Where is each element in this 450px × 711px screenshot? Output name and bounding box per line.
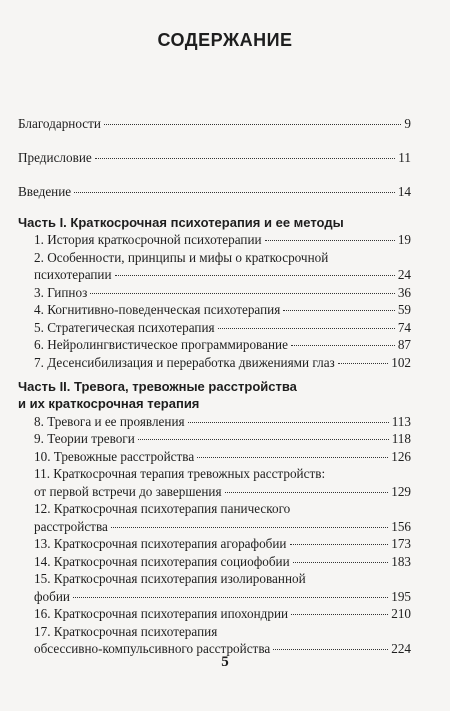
entry-title: 9. Теории тревоги xyxy=(34,431,135,446)
toc-entry xyxy=(34,605,411,622)
dot-leader xyxy=(265,239,395,241)
part-heading: и их краткосрочная терапия xyxy=(18,396,200,411)
entry-title: 7. Десенсибилизация и переработка движениями глаз xyxy=(34,355,335,370)
dot-leader xyxy=(283,309,395,311)
dot-leader xyxy=(218,327,395,329)
entry-title: обсессивно-компульсивного расстройства xyxy=(34,641,271,656)
toc-entry xyxy=(34,430,411,447)
entry-page: 74 xyxy=(397,320,411,335)
toc-entry xyxy=(34,301,411,318)
entry-title: от первой встречи до завершения xyxy=(34,484,222,499)
entry-page: 224 xyxy=(391,641,411,656)
entry-page: 11 xyxy=(398,150,411,165)
entry-page: 126 xyxy=(391,449,411,464)
toc-entry xyxy=(34,319,411,336)
dot-leader xyxy=(273,648,388,650)
toc-entry xyxy=(34,588,411,605)
toc-entry xyxy=(34,518,411,535)
entry-title: Предисловие xyxy=(18,150,92,165)
entry-title: Благодарности xyxy=(18,116,101,131)
dot-leader xyxy=(104,123,401,125)
toc-entry xyxy=(34,266,411,283)
dot-leader xyxy=(74,191,395,193)
entry-title-line: 2. Особенности, принципы и мифы о краткосрочной xyxy=(34,250,329,265)
entry-page: 210 xyxy=(391,606,411,621)
toc-entry xyxy=(34,483,411,500)
toc-entry xyxy=(34,354,411,371)
toc-entry xyxy=(18,183,411,200)
entry-title: 10. Тревожные расстройства xyxy=(34,449,195,464)
entry-title: фобии xyxy=(34,589,70,604)
dot-leader xyxy=(95,157,396,159)
toc-entry xyxy=(34,284,411,301)
entry-page: 173 xyxy=(391,536,411,551)
entry-page: 19 xyxy=(397,232,411,247)
toc-entry xyxy=(34,535,411,552)
entry-title: 14. Краткосрочная психотерапия социофобии xyxy=(34,554,290,569)
entry-page: 9 xyxy=(404,116,411,131)
toc-entry xyxy=(34,448,411,465)
entry-page: 87 xyxy=(397,337,411,352)
entry-page: 118 xyxy=(391,431,411,446)
toc-entry xyxy=(34,413,411,430)
entry-page: 113 xyxy=(391,414,411,429)
entry-title: 8. Тревога и ее проявления xyxy=(34,414,185,429)
dot-leader xyxy=(188,421,389,423)
entry-title: расстройства xyxy=(34,519,108,534)
dot-leader xyxy=(115,274,395,276)
entry-page: 59 xyxy=(397,302,411,317)
entry-page: 156 xyxy=(391,519,411,534)
entry-page: 24 xyxy=(397,267,411,282)
entry-title: 16. Краткосрочная психотерапия ипохондрии xyxy=(34,606,289,621)
entry-title: 5. Стратегическая психотерапия xyxy=(34,320,215,335)
dot-leader xyxy=(138,438,389,440)
dot-leader xyxy=(290,543,389,545)
dot-leader xyxy=(90,292,395,294)
entry-title: 6. Нейролингвистическое программирование xyxy=(34,337,288,352)
dot-leader xyxy=(293,561,389,563)
toc-entry xyxy=(18,115,411,132)
entry-title: Введение xyxy=(18,184,72,199)
entry-title-line: 12. Краткосрочная психотерапия панического xyxy=(34,501,291,516)
dot-leader xyxy=(291,344,395,346)
entry-title-line: 15. Краткосрочная психотерапия изолированной xyxy=(34,571,306,586)
part-heading: Часть II. Тревога, тревожные расстройства xyxy=(18,379,297,394)
entry-title: психотерапии xyxy=(34,267,112,282)
entry-page: 36 xyxy=(397,285,411,300)
dot-leader xyxy=(225,491,389,493)
dot-leader xyxy=(111,526,388,528)
entry-title-line: 17. Краткосрочная психотерапия xyxy=(34,624,218,639)
toc-entry xyxy=(18,149,411,166)
part-heading: Часть I. Краткосрочная психотерапия и ее методы xyxy=(18,215,344,230)
entry-title: 4. Когнитивно-поведенческая психотерапия xyxy=(34,302,281,317)
dot-leader xyxy=(291,613,388,615)
toc-entry xyxy=(34,553,411,570)
toc-entry xyxy=(34,231,411,248)
dot-leader xyxy=(197,456,388,458)
page-number: 5 xyxy=(221,654,229,670)
entry-page: 14 xyxy=(397,184,411,199)
entry-title: 13. Краткосрочная психотерапия агорафобии xyxy=(34,536,287,551)
entry-page: 129 xyxy=(391,484,411,499)
entry-page: 102 xyxy=(391,355,411,370)
entry-page: 195 xyxy=(391,589,411,604)
entry-page: 183 xyxy=(391,554,411,569)
dot-leader xyxy=(73,596,388,598)
entry-title-line: 11. Краткосрочная терапия тревожных расстройств: xyxy=(34,466,326,481)
entry-title: 3. Гипноз xyxy=(34,285,88,300)
entry-title: 1. История краткосрочной психотерапии xyxy=(34,232,262,247)
dot-leader xyxy=(338,362,388,364)
toc-entry xyxy=(34,336,411,353)
page-title: СОДЕРЖАНИЕ xyxy=(157,30,293,50)
